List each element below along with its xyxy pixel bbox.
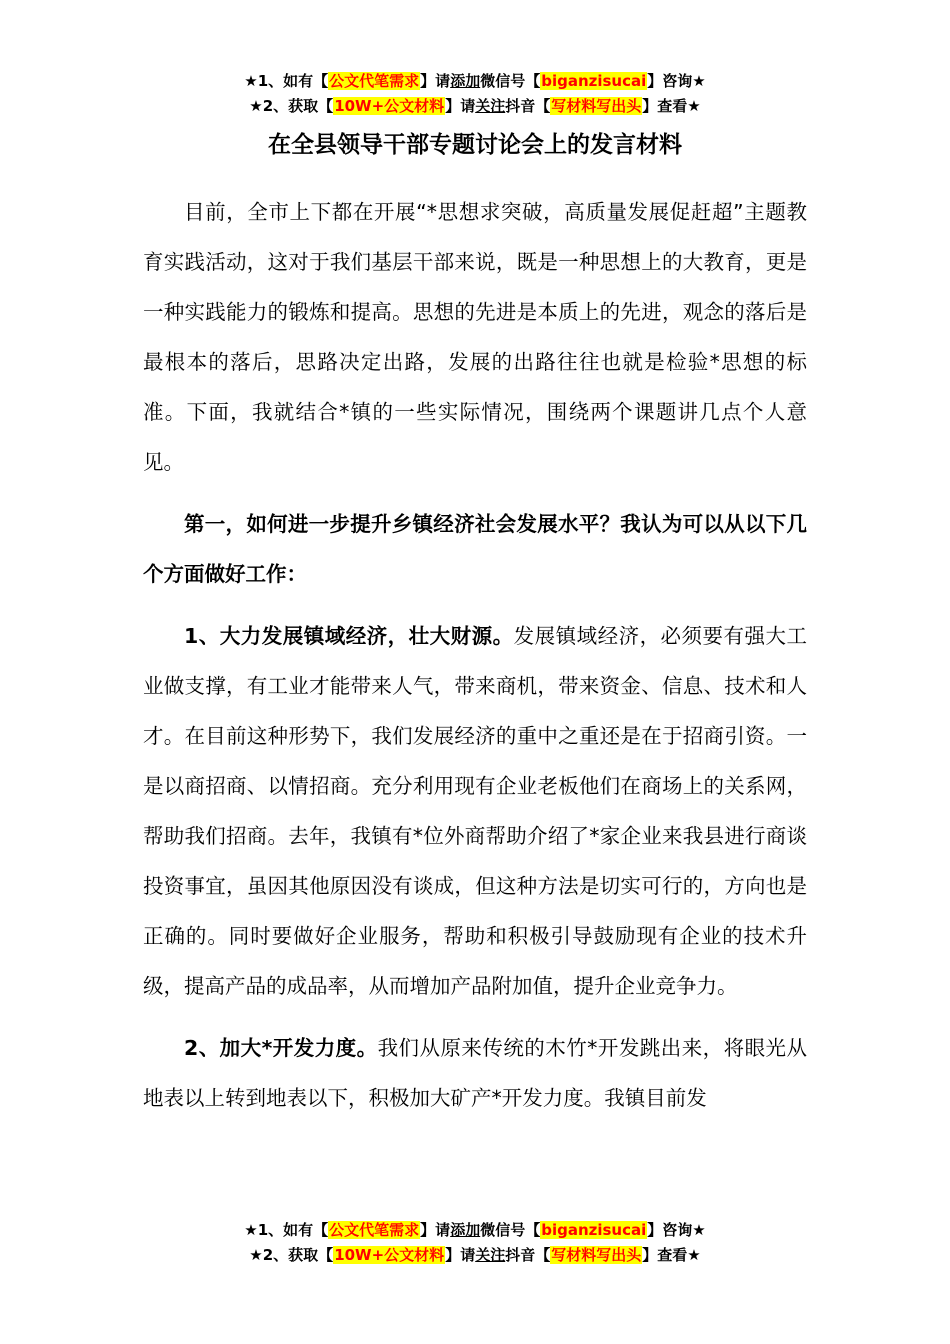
banner-text: 】请 — [420, 72, 451, 90]
banner-text: 】查看★ — [642, 1246, 701, 1264]
banner-text: 】咨询★ — [647, 1221, 706, 1239]
banner-highlight: 10W+公文材料 — [334, 97, 445, 115]
banner-text: ★1、如有【 — [244, 1221, 329, 1239]
banner-text: ★2、获取【 — [249, 1246, 334, 1264]
intro-paragraph: 目前，全市上下都在开展“*思想求突破，高质量发展促赶超”主题教育实践活动，这对于我们基层干部来说，既是一种思想上的大教育，更是一种实践能力的锻炼和提高。思想的先进是本质上的先进，观念的落后是最根本的落后，思路决定出路，发展的出路往往也就是检验*思想的标准。下面，我就结合*镇的一些实际情况，围绕两个课题讲几点个人意见。 — [143, 200, 807, 474]
item-body-1: 发展镇域经济，必须要有强大工业做支撑，有工业才能带来人气，带来商机，带来资金、信息、技术和人才。在目前这种形势下，我们发展经济的重中之重还是在于招商引资。一是以商招商、以情招商。充分利用现有企业老板他们在商场上的关系网，帮助我们招商。去年，我镇有*位外商帮助介绍了*家企业来我县进行商谈投资事宜，虽因其他原因没有谈成，但这种方法是切实可行的，方向也是正确的。同时要做好企业服务，帮助和积极引导鼓励现有企业的技术升级，提高产品的成品率，从而增加产品附加值，提升企业竞争力。 — [143, 624, 808, 998]
banner-text: 】咨询★ — [647, 72, 706, 90]
banner-highlight: biganzisucai — [541, 72, 647, 90]
banner-underlined: 添加 — [450, 72, 481, 90]
banner-highlight: 写材料写出头 — [551, 1246, 642, 1264]
banner-highlight: 10W+公文材料 — [334, 1246, 445, 1264]
banner-text: 抖音【 — [505, 1246, 551, 1264]
header-banner — [0, 69, 950, 119]
banner-text: ★1、如有【 — [244, 72, 329, 90]
item-heading-1: 1、大力发展镇域经济，壮大财源。 — [184, 624, 514, 648]
item-paragraph-2 — [143, 1023, 807, 1123]
section-heading: 第一，如何进一步提升乡镇经济社会发展水平？我认为可以从以下几个方面做好工作： — [143, 512, 807, 586]
banner-text: 】请 — [420, 1221, 451, 1239]
banner-underlined: 关注 — [475, 1246, 506, 1264]
banner-text: 抖音【 — [505, 97, 551, 115]
banner-text: 微信号【 — [480, 72, 541, 90]
item-paragraph-1 — [143, 611, 807, 1011]
banner-highlight: 公文代笔需求 — [329, 1221, 420, 1239]
banner-text: 微信号【 — [480, 1221, 541, 1239]
footer-banner — [0, 1218, 950, 1268]
banner-line-1 — [0, 1218, 950, 1243]
document-body — [143, 187, 807, 1123]
banner-highlight: biganzisucai — [541, 1221, 647, 1239]
document-title: 在全县领导干部专题讨论会上的发言材料 — [268, 132, 682, 158]
banner-text: ★2、获取【 — [249, 97, 334, 115]
banner-line-2 — [0, 1243, 950, 1268]
banner-text: 】请 — [445, 97, 476, 115]
banner-highlight: 写材料写出头 — [551, 97, 642, 115]
banner-highlight: 公文代笔需求 — [329, 72, 420, 90]
banner-underlined: 关注 — [475, 97, 506, 115]
banner-text: 】请 — [445, 1246, 476, 1264]
item-heading-2: 2、加大*开发力度。 — [184, 1036, 378, 1060]
banner-line-2 — [0, 94, 950, 119]
item-body-2: 我们从原来传统的木竹*开发跳出来，将眼光从地表以上转到地表以下，积极加大矿产*开发力度。我镇目前发 — [143, 1036, 808, 1110]
banner-underlined: 添加 — [450, 1221, 481, 1239]
banner-text: 】查看★ — [642, 97, 701, 115]
banner-line-1 — [0, 69, 950, 94]
